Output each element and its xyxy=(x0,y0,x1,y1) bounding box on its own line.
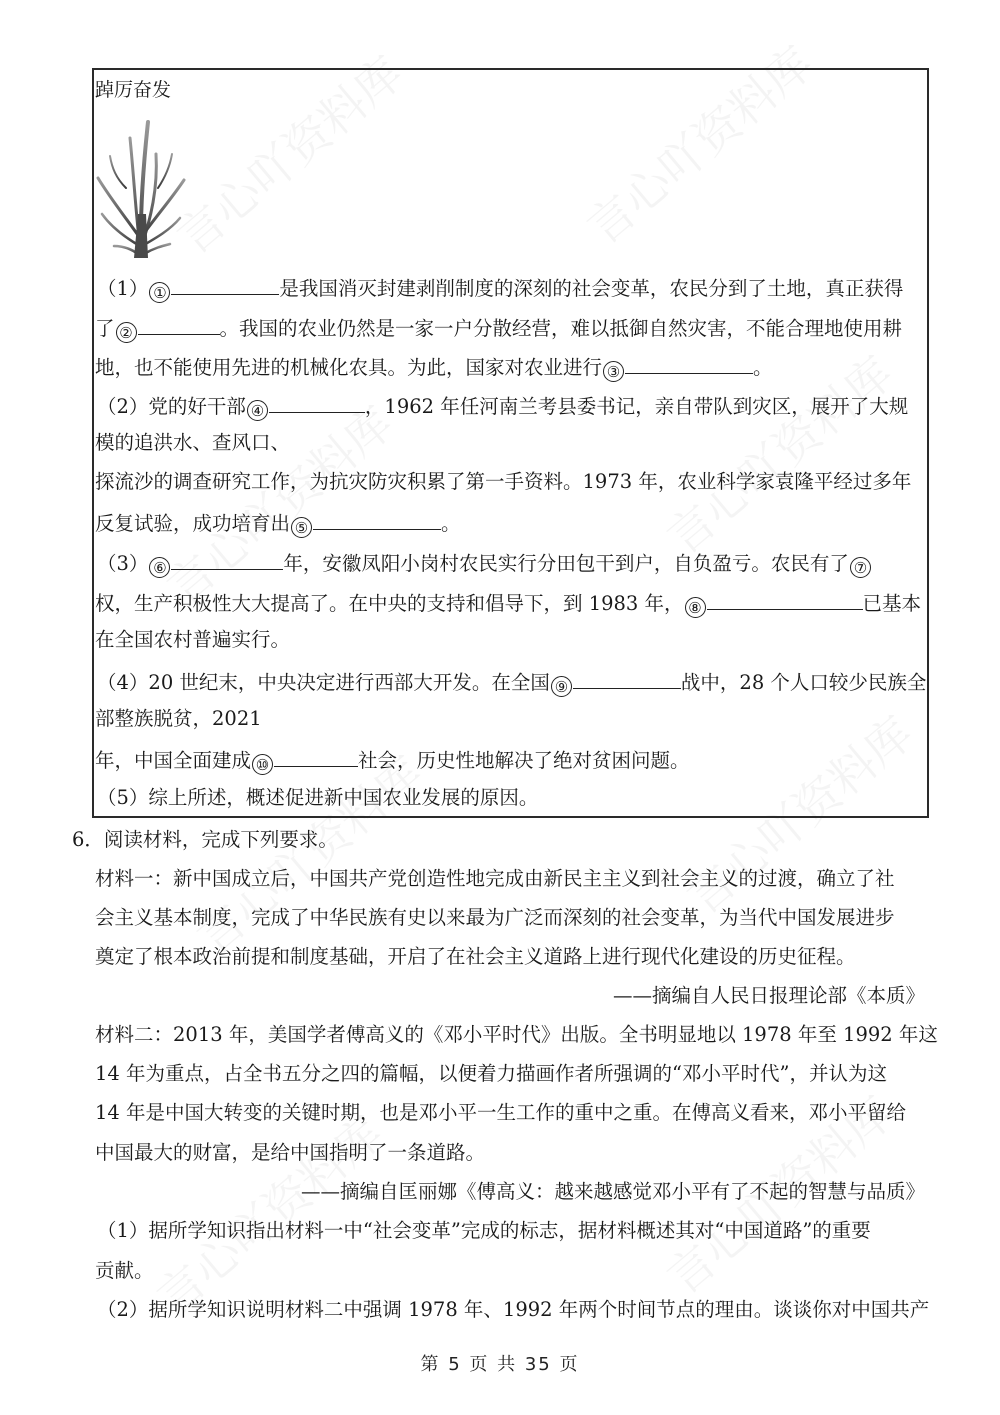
material1-source: ——摘编自人民日报理论部《本质》 xyxy=(612,984,925,1007)
sub-question-1-cont: 贡献。 xyxy=(95,1259,154,1282)
blank-marker-4: ④ xyxy=(247,400,268,421)
material2-line: 材料二：2013 年，美国学者傅高义的《邓小平时代》出版。全书明显地以 1978 年至 1992 年这 xyxy=(95,1023,938,1046)
q2-line3: 探流沙的调查研究工作，为抗灾防灾积累了第一手资料。1973 年，农业科学家袁隆平经过多年 xyxy=(95,470,912,493)
q1-line3: 地，也不能使用先进的机械化农具。为此，国家对农业进行 ③ 。 xyxy=(95,353,773,382)
answer-blank-6[interactable] xyxy=(171,549,283,570)
q1-line1: （1） ① 是我国消灭封建剥削制度的深刻的社会变革，农民分到了土地，真正获得 xyxy=(97,274,903,303)
q2-line1: （2）党的好干部 ④ ，1962 年任河南兰考县委书记，亲自带队到灾区，展开了大规 xyxy=(97,392,908,421)
answer-blank-4[interactable] xyxy=(269,392,365,413)
material1-line: 会主义基本制度，完成了中华民族有史以来最为广泛而深刻的社会变革，为当代中国发展进步 xyxy=(95,906,895,929)
blank-marker-6: ⑥ xyxy=(149,557,170,578)
answer-blank-1[interactable] xyxy=(171,274,279,295)
sub-question-2: （2）据所学知识说明材料二中强调 1978 年、1992 年两个时间节点的理由。谈谈你对中国共产 xyxy=(97,1298,930,1321)
sub-question-1: （1）据所学知识指出材料一中“社会变革”完成的标志，据材料概述其对“中国道路”的重要 xyxy=(97,1219,871,1242)
blank-marker-5: ⑤ xyxy=(291,517,312,538)
answer-blank-9[interactable] xyxy=(573,668,681,689)
q4-line3: 年，中国全面建成 ⑩ 社会，历史性地解决了绝对贫困问题。 xyxy=(95,746,690,775)
answer-blank-10[interactable] xyxy=(274,746,358,767)
material2-line: 14 年是中国大转变的关键时期，也是邓小平一生工作的重中之重。在傅高义看来，邓小平留给 xyxy=(95,1101,907,1124)
box-title: 踔厉奋发 xyxy=(95,79,172,101)
watermark xyxy=(141,1099,395,1327)
material2-source: ——摘编自匡丽娜《傅高义：越来越感觉邓小平有了不起的智慧与品质》 xyxy=(300,1180,925,1203)
answer-blank-5[interactable] xyxy=(313,509,441,530)
blank-marker-2: ② xyxy=(116,322,137,343)
page-number: 第 5 页 共 35 页 xyxy=(420,1354,580,1375)
blank-marker-9: ⑨ xyxy=(551,676,572,697)
q5-line: （5）综上所述，概述促进新中国农业发展的原因。 xyxy=(97,786,539,809)
q3-line2: 权，生产积极性大大提高了。在中央的支持和倡导下，到 1983 年， ⑧ 已基本 xyxy=(95,589,921,618)
material1-line: 奠定了根本政治前提和制度基础，开启了在社会主义道路上进行现代化建设的历史征程。 xyxy=(95,945,856,968)
rice-plant-image xyxy=(96,118,186,260)
q3-line1: （3） ⑥ 年，安徽凤阳小岗村农民实行分田包干到户，自负盈亏。农民有了 ⑦ xyxy=(97,549,872,578)
answer-blank-3[interactable] xyxy=(625,353,753,374)
answer-blank-2[interactable] xyxy=(138,314,220,335)
material2-line: 中国最大的财富，是给中国指明了一条道路。 xyxy=(95,1141,486,1164)
q3-line3: 在全国农村普遍实行。 xyxy=(95,628,291,651)
blank-marker-8: ⑧ xyxy=(685,597,706,618)
q1-line2: 了 ② 。我国的农业仍然是一家一户分散经营，难以抵御自然灾害，不能合理地使用耕 xyxy=(95,314,902,343)
blank-marker-7: ⑦ xyxy=(850,557,871,578)
question-6-heading: 6．阅读材料，完成下列要求。 xyxy=(72,828,338,851)
blank-marker-1: ① xyxy=(149,282,170,303)
material2-line: 14 年为重点，占全书五分之四的篇幅，以便着力描画作者所强调的“邓小平时代”，并认为这 xyxy=(95,1062,887,1085)
blank-marker-10: ⑩ xyxy=(252,754,273,775)
q2-line4: 反复试验，成功培育出 ⑤ 。 xyxy=(95,509,461,538)
q4-line2: 部整族脱贫，2021 xyxy=(95,707,262,730)
q2-line2: 模的追洪水、查风口、 xyxy=(95,431,291,454)
q4-line1: （4）20 世纪末，中央决定进行西部大开发。在全国 ⑨ 战中，28 个人口较少民族全 xyxy=(97,668,926,697)
answer-blank-8[interactable] xyxy=(707,589,863,610)
blank-marker-3: ③ xyxy=(603,361,624,382)
material1-line: 材料一：新中国成立后，中国共产党创造性地完成由新民主主义到社会主义的过渡，确立了社 xyxy=(95,867,895,890)
